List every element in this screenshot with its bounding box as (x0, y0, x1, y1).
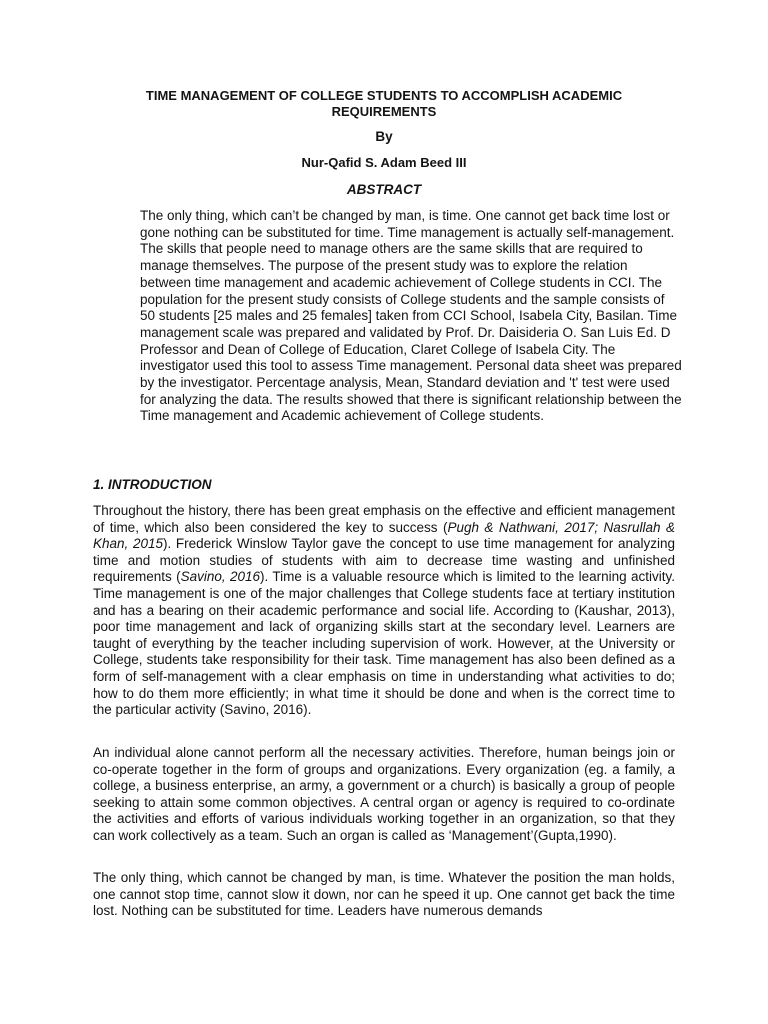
intro-paragraph-1 (93, 503, 675, 719)
section-heading-introduction: 1. INTRODUCTION (93, 477, 212, 492)
abstract-text: The only thing, which can’t be changed by man, is time. One cannot get back time lost or gone nothing can be substituted for time. Time management is actually self-management. The skills that people need to manage others are the same skills that are required to manage themselves. The purpose of the present study was to explore the relation between time management and academic achievement of College students in CCI. The population for the present study consists of College students and the sample consists of 50 students [25 males and 25 females] taken from CCI School, Isabela City, Basilan. Time management scale was prepared and validated by Prof. Dr. Daisideria O. San Luis Ed. D Professor and Dean of College of Education, Claret College of Isabela City. The investigator used this tool to assess Time management. Personal data sheet was prepared by the investigator. Percentage analysis, Mean, Standard deviation and 't' test were used for analyzing the data. The results showed that there is significant relationship between the Time management and Academic achievement of College students. (140, 208, 682, 424)
citation: Pugh & Nathwani, 2017; Nasrullah & Khan, 2015 (93, 519, 675, 552)
paragraph-text: ). Frederick Winslow Taylor gave the concept to use time management for analyzing time and motion studies of students with aim to decrease time wasting and unfinished requirements ( (93, 536, 676, 585)
byline-label: By (375, 129, 393, 144)
intro-paragraph-2: An individual alone cannot perform all the necessary activities. Therefore, human beings join or co-operate together in the form of groups and organizations. Every organization (eg. a family, a college, a business enterprise, an army, a government or a church) is basically a group of people seeking to attain some common objectives. A central organ or agency is required to co-ordinate the activities and efforts of various individuals working together in an organization, so that they can work collectively as a team. Such an organ is called as ‘Management’(Gupta,1990). (93, 745, 675, 843)
paragraph-text: Throughout the history, there has been great emphasis on the effective and efficient management of time, which also been considered the key to success ( (93, 503, 675, 535)
paper-title: TIME MANAGEMENT OF COLLEGE STUDENTS TO ACCOMPLISH ACADEMIC REQUIREMENTS (145, 88, 623, 119)
citation: Savino, 2016 (180, 569, 261, 585)
intro-paragraph-3: The only thing, which cannot be changed by man, is time. Whatever the position the man holds, one cannot stop time, cannot slow it down, nor can he speed it up. One cannot get back the time lost. Nothing can be substituted for time. Leaders have numerous demands (93, 870, 675, 918)
paragraph-text: ). Time is a valuable resource which is limited to the learning activity. Time management is one of the major challenges that College students face at tertiary institution and has a bearing on their academic performance and social life. According to (Kaushar, 2013), poor time management and lack of organizing skills start at the secondary level. Learners are taught of everything by the teacher including supervision of work. However, at the University or College, students take responsibility for their task. Time management has also been defined as a form of self-management with a clear emphasis on time in understanding what activities to do; how to do them more efficiently; in what time it should be done and when is the correct time to the particular activity (Savino, 2016). (93, 569, 675, 718)
author-name: Nur-Qafid S. Adam Beed III (301, 155, 467, 170)
abstract-heading: ABSTRACT (346, 182, 422, 197)
